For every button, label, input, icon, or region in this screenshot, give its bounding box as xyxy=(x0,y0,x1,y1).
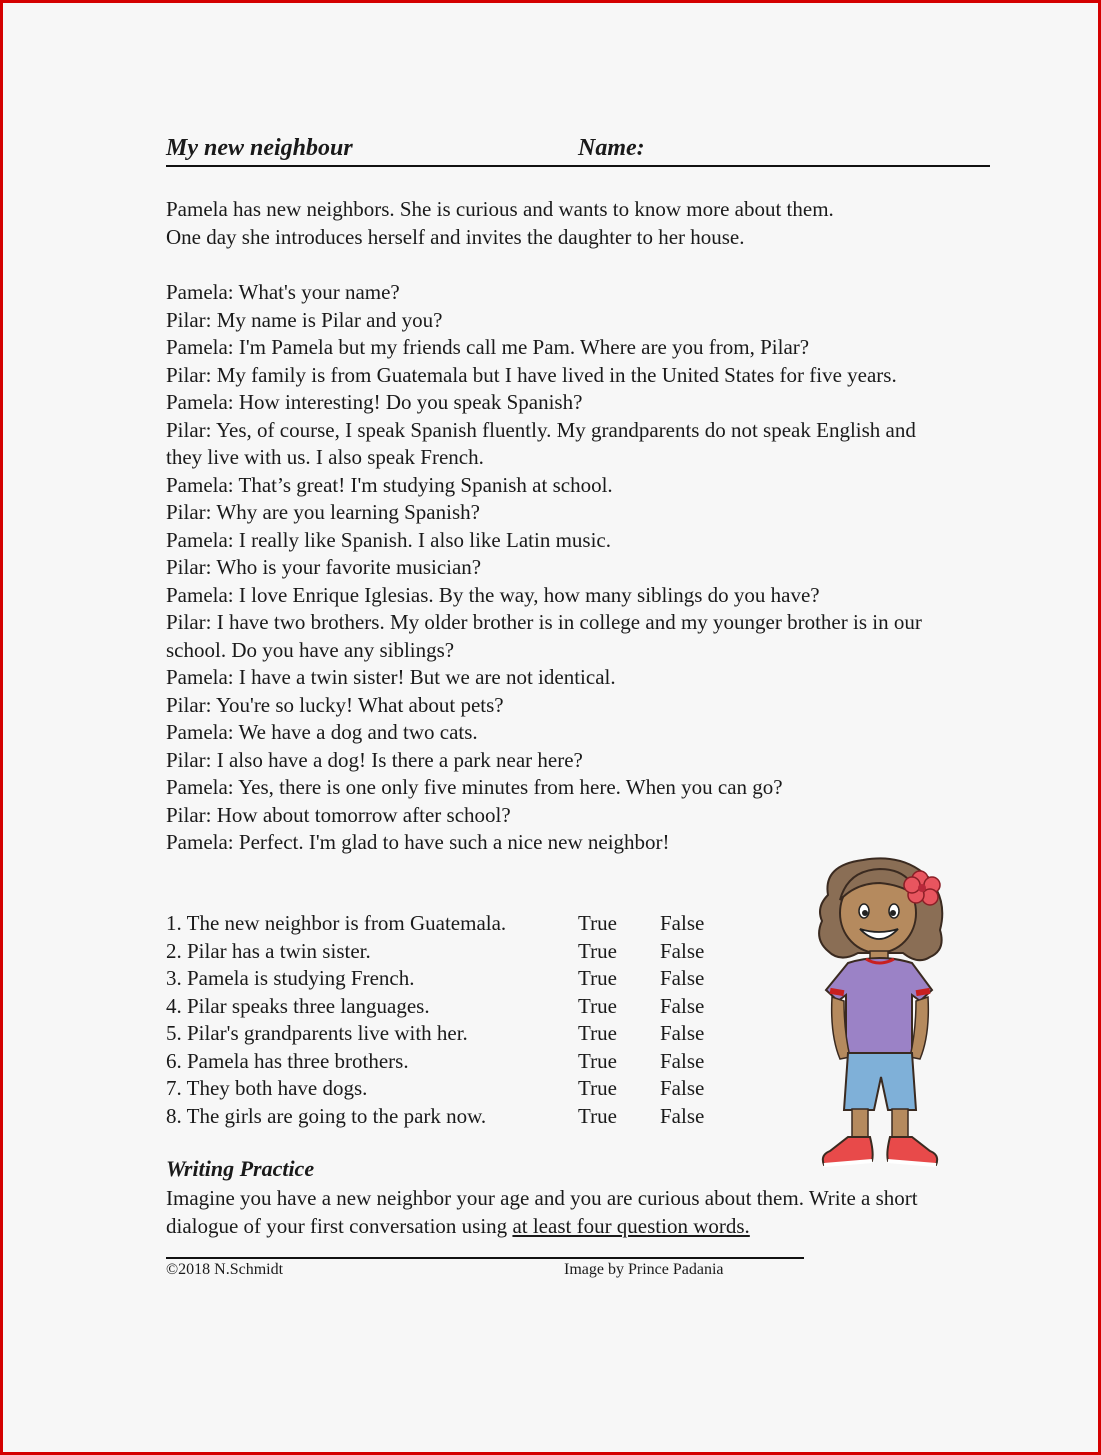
false-option: False xyxy=(660,938,705,963)
true-option: True xyxy=(578,1021,617,1045)
copyright-text: ©2018 N.Schmidt xyxy=(166,1261,284,1278)
true-option: True xyxy=(578,1076,617,1100)
question-text: 5. Pilar's grandparents live with her. xyxy=(166,1021,468,1045)
dialogue-line: Pamela: I really like Spanish. I also like Latin music. xyxy=(166,527,611,552)
false-option: False xyxy=(660,1103,705,1128)
question-text: 7. They both have dogs. xyxy=(166,1076,368,1100)
question-text: 1. The new neighbor is from Guatemala. xyxy=(166,911,507,935)
false-option: False xyxy=(660,1021,705,1045)
dialogue-line: Pilar: I also have a dog! Is there a park near here? xyxy=(166,747,583,772)
writing-practice-instructions xyxy=(166,1184,966,1240)
girl-illustration xyxy=(808,855,953,1177)
false-option: False xyxy=(660,993,705,1018)
girl-leg-left xyxy=(852,1109,868,1139)
question-text: 3. Pamela is studying French. xyxy=(166,966,415,990)
worksheet-header xyxy=(166,135,990,167)
dialogue-line: Pilar: Who is your favorite musician? xyxy=(166,555,482,579)
question-text: 6. Pamela has three brothers. xyxy=(166,1048,409,1073)
writing-underlined-text: at least four question words. xyxy=(512,1214,750,1238)
false-option: False xyxy=(660,966,705,990)
image-credit-text: Image by Prince Padania xyxy=(564,1261,724,1278)
false-option: False xyxy=(660,1048,705,1073)
writing-instructions-text: Imagine you have a new neighbor your age and you are curious about them. Write a short dialogue of your first conversation using xyxy=(166,1186,918,1238)
intro-paragraph xyxy=(166,196,946,251)
worksheet-title: My new neighbour xyxy=(166,135,353,161)
question-row xyxy=(166,1103,746,1131)
question-text: 2. Pilar has a twin sister. xyxy=(166,938,371,963)
question-text: 8. The girls are going to the park now. xyxy=(166,1103,487,1128)
dialogue-line: Pamela: How interesting! Do you speak Spanish? xyxy=(166,390,583,414)
intro-line: One day she introduces herself and invites the daughter to her house. xyxy=(166,224,745,249)
question-row xyxy=(166,938,746,966)
dialogue-line: Pilar: You're so lucky! What about pets? xyxy=(166,692,504,717)
dialogue-line: Pamela: That’s great! I'm studying Spanish at school. xyxy=(166,472,613,497)
girl-pupil-left xyxy=(862,910,868,916)
false-option: False xyxy=(660,1076,705,1100)
intro-line: Pamela has new neighbors. She is curious and wants to know more about them. xyxy=(166,197,834,221)
dialogue-line: Pilar: Yes, of course, I speak Spanish fluently. My grandparents do not speak English and they live with us. I also speak French. xyxy=(166,417,916,469)
dialogue-line: Pamela: I'm Pamela but my friends call me Pam. Where are you from, Pilar? xyxy=(166,335,810,359)
question-row xyxy=(166,1048,746,1076)
dialogue-line: Pamela: What's your name? xyxy=(166,280,400,304)
dialogue-line: Pilar: Why are you learning Spanish? xyxy=(166,500,480,524)
dialogue-line: Pamela: I love Enrique Iglesias. By the way, how many siblings do you have? xyxy=(166,582,820,607)
girl-shorts xyxy=(844,1053,916,1110)
dialogue-line: Pilar: My family is from Guatemala but I have lived in the United States for five years. xyxy=(166,362,897,387)
girl-pupil-right xyxy=(890,910,896,916)
true-option: True xyxy=(578,966,617,990)
dialogue-line: Pamela: Yes, there is one only five minutes from here. When you can go? xyxy=(166,775,783,799)
writing-practice-title: Writing Practice xyxy=(166,1156,315,1181)
question-row xyxy=(166,993,746,1021)
true-false-questions xyxy=(166,910,746,1130)
dialogue-line: Pamela: Perfect. I'm glad to have such a nice new neighbor! xyxy=(166,830,670,854)
true-option: True xyxy=(578,938,617,963)
question-row xyxy=(166,1075,746,1103)
question-text: 4. Pilar speaks three languages. xyxy=(166,993,430,1018)
name-label: Name: xyxy=(578,135,645,161)
dialogue-line: Pilar: My name is Pilar and you? xyxy=(166,307,443,332)
question-row xyxy=(166,965,746,993)
dialogue xyxy=(166,279,946,857)
dialogue-line: Pilar: I have two brothers. My older brother is in college and my younger brother is in our school. Do you have any siblings? xyxy=(166,610,922,662)
question-row xyxy=(166,1020,746,1048)
true-option: True xyxy=(578,1048,617,1073)
true-option: True xyxy=(578,911,617,935)
footer-divider xyxy=(166,1257,804,1259)
dialogue-line: Pilar: How about tomorrow after school? xyxy=(166,802,511,827)
true-option: True xyxy=(578,993,617,1018)
dialogue-line: Pamela: We have a dog and two cats. xyxy=(166,720,478,744)
false-option: False xyxy=(660,911,705,935)
dialogue-line: Pamela: I have a twin sister! But we are not identical. xyxy=(166,665,616,689)
question-row xyxy=(166,910,746,938)
girl-leg-right xyxy=(892,1109,908,1139)
true-option: True xyxy=(578,1103,617,1128)
